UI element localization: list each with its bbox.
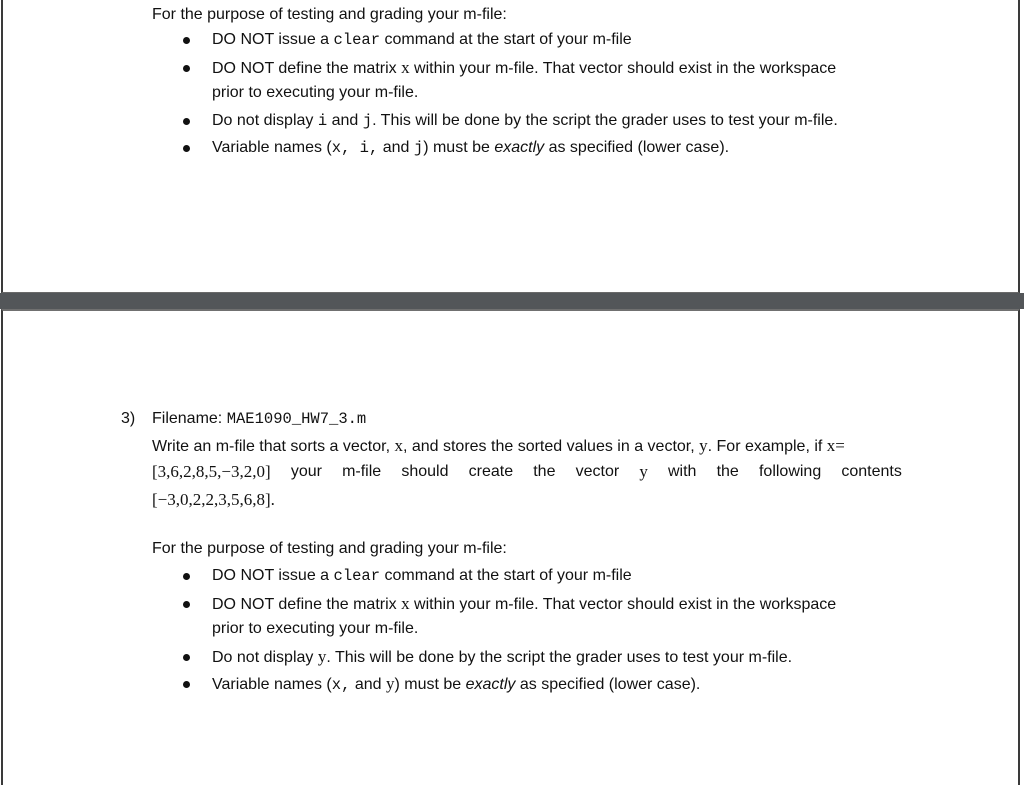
bullet-item-1: DO NOT issue a clear command at the start of your m-file [212, 567, 632, 585]
page-separator [0, 293, 1024, 309]
bullet-item-2: DO NOT define the matrix x within your m-file. That vector should exist in the workspace [212, 594, 837, 613]
bullet-item-4: Variable names (x, i, and j) must be exactly as specified (lower case). [212, 139, 730, 157]
page-top [1, 0, 1020, 293]
bullet-item-4: Variable names (x, and y) must be exactly as specified (lower case). [212, 674, 701, 694]
bullet-item-2-continued: prior to executing your m-file. [212, 84, 419, 101]
bullet-item-1: DO NOT issue a clear command at the start of your m-file [212, 31, 632, 49]
problem-number: 3) [121, 410, 136, 427]
bullet-dot [183, 145, 190, 152]
bullet-item-2-continued: prior to executing your m-file. [212, 620, 419, 637]
bullet-dot [183, 681, 190, 688]
bullet-dot [183, 118, 190, 125]
page-bottom [1, 309, 1020, 785]
filename-line: Filename: MAE1090_HW7_3.m [152, 410, 367, 428]
section-heading: For the purpose of testing and grading your m-file: [152, 540, 507, 557]
bullet-item-3: Do not display i and j. This will be done by the script the grader uses to test your m-file. [212, 112, 838, 130]
bullet-item-3: Do not display y. This will be done by the script the grader uses to test your m-file. [212, 647, 793, 666]
problem-description-line2: [3,6,2,8,5,−3,2,0] your m-file should create the vector y with the following contents [152, 462, 902, 481]
bullet-dot [183, 573, 190, 580]
problem-description-line1: Write an m-file that sorts a vector, x, and stores the sorted values in a vector, y. For example, if x= [152, 436, 845, 455]
bullet-dot [183, 65, 190, 72]
bullet-item-2: DO NOT define the matrix x within your m-file. That vector should exist in the workspace [212, 58, 837, 77]
bullet-dot [183, 601, 190, 608]
problem-description-line3: [−3,0,2,2,3,5,6,8]. [152, 490, 275, 509]
section-heading: For the purpose of testing and grading your m-file: [152, 6, 507, 23]
bullet-dot [183, 37, 190, 44]
bullet-dot [183, 654, 190, 661]
